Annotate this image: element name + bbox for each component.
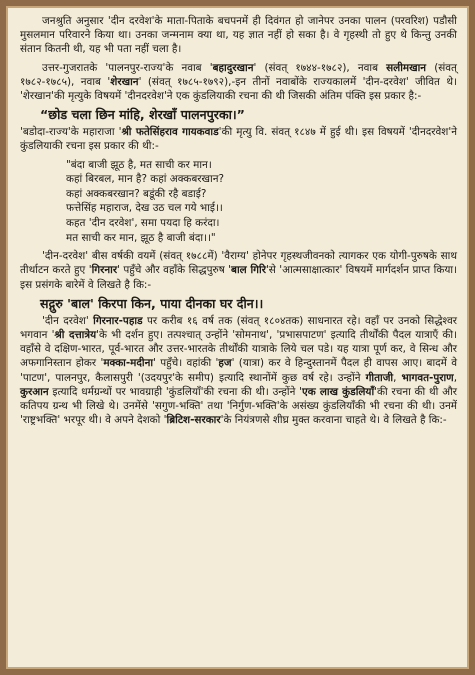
verse-line: फत्तेसिंह महाराज, देख उठ चल गये भाई।। [66,202,223,215]
paragraph-nawabs [20,61,457,104]
paragraph-text: पर करीब १६ वर्ष तक (संवत् १८०४तक) साधनारत रहे। वहाँ पर उनको सिद्धेश्वर भगवान ' [20,314,457,341]
bold-name: गिरनार [91,264,118,277]
paragraph-vairagya [20,249,457,292]
verse-kundaliya [66,158,457,246]
paragraph-text: जनश्रुति अनुसार 'दीन दरवेश'के माता-पिताके बचपनमें ही दिवंगत हो जानेपर उनका पालन (परवरिश) पडौसी मुसलमान परिवारने किया था। उनका जन्मनाम क्या था, यह ज्ञात नहीं हो सका है। वे गृहस्थी तो हुए थे किन्तु उनकी संतान कितनी थी, यह भी पता नहीं चला है। [20,15,457,56]
paragraph-text: 'दीन दरवेश' [42,314,94,327]
paragraph-text: 'से 'आत्मसाक्षात्कार' विषयमें मार्गदर्शन प्राप्त किया। इस प्रसंगके बारेमें वे लिखते है कि:- [20,264,457,291]
bold-name: ब्रिटिश-सरकार [166,414,221,427]
paragraph-girnar [20,314,457,428]
bold-name: गीताजी [365,371,394,384]
verse-line: कहां बिरबल, मान है? कहां अक्कबरखान? [66,173,224,186]
paragraph-text: उत्तर-गुजरातके 'पालनपुर-राज्य'के नवाब ' [42,61,213,74]
document-page [6,6,469,669]
bold-name: हज [218,357,232,370]
bold-name: शेरखान [110,75,139,88]
verse-line: "बंदा बाजी झूठ है, मत साची कर मान। [66,158,212,171]
bold-name: एक लाख कुंडलियाँ [302,385,375,398]
paragraph-text: , [393,371,402,384]
bold-name: श्री दत्तात्रेय [54,329,97,341]
paragraph-text: 'के नियंत्रणसे शीघ्र मुक्त करवाना चाहते थे। वे लिखते है कि:- [220,414,447,427]
paragraph-text: इत्यादि धर्मग्रन्थों पर भावग्राही 'कुंडलियाँ'की रचना की थी। उन्होंने ' [48,385,302,398]
bold-name: बाल गिरि [231,264,266,277]
paragraph-text: ' (संवत् १७४४-१७८२), नवाब [253,61,387,74]
paragraph-text: 'के भी दर्शन हुए। तत्पश्चात् उन्होंने 'सोमनाथ', 'प्रभासपाटण' इत्यादि तीर्थोंकी पैदल यात्राएँ की। वहाँसे वे दक्षिण-भारत, पूर्व-भारत और उत्तर-भारतके तीर्थोंकी यात्राके लिये चल पडे। यह यात्रा पूर्ण कर, वे सिन्ध और अफगानिस्तान होकर ' [20,329,457,370]
bold-name: कुरआन [20,385,49,398]
quote-sadguru: सद्गुरु 'बाल' किरपा किन, पाया दीनका घर दीन।। [40,295,264,311]
verse-line: कहां अक्कबरखान? बडूंकी रहै बडाई? [66,187,207,200]
bold-name: श्री फतेसिंहराव गायकवाड [121,126,219,139]
paragraph-text: 'बडोदा-राज्य'के महाराजा ' [20,126,122,139]
bold-name: सलीमखान [386,61,427,74]
paragraph-text: 'की रचना की थी और कतिपय ग्रन्थ भी लिखे थे। उनमेंसे 'सगुण-भक्ति' तथा 'निर्गुण-भक्ति'के असंख्य कुंडलियाँकी भी रचना की थी। उनमें 'राष्ट्रभक्ति' भरपूर थी। वे अपने देशको ' [20,385,457,427]
paragraph-text: , [453,371,457,384]
bold-name: गिरनार-पहाड [93,314,143,327]
paragraph-text: ' (संवत् १७८५-१७९२),-इन तीनों नवाबोंके राज्यकालमें 'दीन-दरवेश' जीवित थे। 'शेरखान'की मृत्युके विषयमें 'दीनदरवेश'ने एक कुंडलियाकी रचना की थी जिसकी अंतिम पंक्ति इस प्रकार है:- [20,75,457,103]
paragraph-gaekwad [20,125,457,153]
bold-name: मक्का-मदीना [103,357,154,370]
paragraph-text: 'दीन-दरवेश' बीस वर्षकी वयमें (संवत् १७८८में) 'वैराग्य' होनेपर गृहस्थजीवनको त्यागकर एक योगी-पुरुषके साथ तीर्थाटन करते हुए ' [20,250,457,277]
paragraph-text: ' (यात्रा) कर वे हिन्दुस्तानमें पैदल ही वापस आए। बादमें वे 'पाटण', पालनपुर, कैलासपुरी '(उदयपुर'के समीप) इत्यादि स्थानोंमें कुछ वर्ष रहे। उन्होंने [20,357,457,384]
verse-line: मत साची कर मान, झूठ है बाजी बंदा।।" [66,231,216,244]
verse-line: कहत 'दीन दरवेश', समा पयदा हि करंदा। [66,217,220,229]
paragraph-text: ' पहुँचे और वहाँके सिद्धपुरुष ' [117,264,232,277]
paragraph-childhood [20,14,457,57]
bold-name: बहादुरखान [212,61,254,74]
bold-name: भागवत-पुराण [401,371,454,384]
quote-sherkhan: “छोड चला छिन मांहि, शेरखाँ पालनपुरका।” [40,107,245,123]
paragraph-text: (संवत् १७८२-१७८५), नवाब ' [20,61,457,88]
paragraph-text: 'की मृत्यु वि. संवत् १८४७ में हुई थी। इस विषयमें 'दीनदरवेश'ने कुंडलियाकी रचना इस प्रकार की थी:- [20,126,457,153]
paragraph-text: ' पहुँचे। वहांकी ' [153,357,219,370]
